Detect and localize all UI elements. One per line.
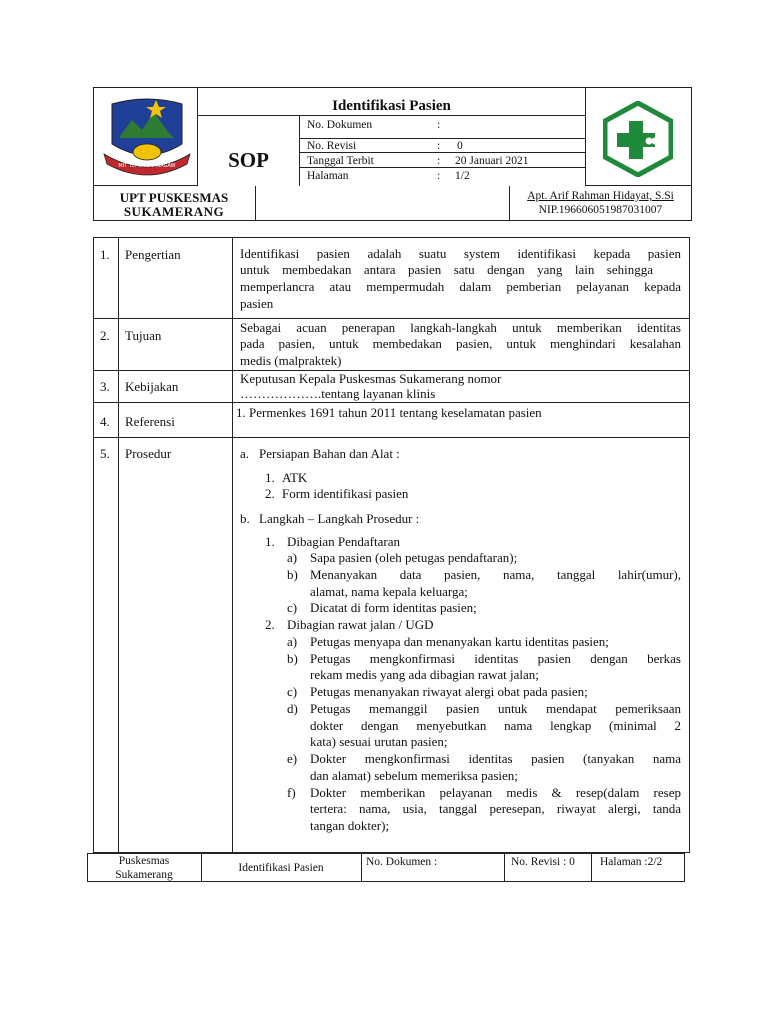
meta-colon-dokumen: : [437, 119, 441, 131]
step-2c-marker: c) [287, 684, 298, 699]
footer-page: Halaman :2/2 [600, 856, 663, 868]
signer-nip: NIP.196606051987031007 [538, 204, 663, 216]
step-2f-line-3: tangan dokter); [310, 818, 390, 833]
footer-divider-2 [361, 853, 362, 882]
footer-divider-4 [591, 853, 592, 882]
row-divider-4 [93, 437, 690, 438]
tujuan-line-1: Sebagai acuan penerapan langkah-langkah untuk memberikan identitas [240, 320, 681, 335]
prosedur-a-item-2: Form identifikasi pasien [282, 486, 409, 501]
step-1b-line-1: Menanyakan data pasien, nama, tanggal lahir(umur), [310, 567, 681, 582]
step-2e-line-2: dan alamat) sebelum memeriksa pasien; [310, 768, 518, 783]
row-divider-1 [93, 318, 690, 319]
col-divider-label [232, 237, 233, 853]
step-2-title: Dibagian rawat jalan / UGD [287, 617, 434, 632]
col-divider-no [118, 237, 119, 853]
tujuan-line-2: pada pasien, untuk membedakan pasien, untuk menghindari kesalahan [240, 336, 681, 351]
meta-colon-revisi: : [437, 140, 441, 152]
meta-colon-halaman: : [437, 170, 441, 182]
footer-doc: No. Dokumen : [366, 856, 438, 868]
step-2d-line-1: Petugas memanggil pasien untuk mendapat pemeriksaan [310, 701, 681, 716]
step-2f-marker: f) [287, 785, 296, 800]
row-no-3: 3. [100, 379, 110, 394]
row-no-5: 5. [100, 446, 110, 461]
row-label-kebijakan: Kebijakan [125, 379, 179, 394]
pengertian-line-3: memperlancra atau mempermudah dalam pemberian pelayanan kepada [240, 279, 681, 294]
step-2d-line-2: dokter dengan menyebutkan nama lengkap (minimal 2 [310, 718, 681, 733]
row-no-4: 4. [100, 414, 110, 429]
step-2b-line-1: Petugas mengkonfirmasi identitas pasien dengan berkas [310, 651, 681, 666]
step-2d-line-3: kata) sesuai urutan pasien; [310, 734, 448, 749]
org-name-line2: SUKAMERANG [123, 204, 225, 219]
prosedur-a-item-2-num: 2. [265, 486, 275, 501]
step-2e-line-1: Dokter mengkonfirmasi identitas pasien (tanyakan nama [310, 751, 681, 766]
referensi-line-1: 1. Permenkes 1691 tahun 2011 tentang keselamatan pasien [236, 405, 542, 420]
sop-cell-divider [299, 115, 300, 186]
meta-label-terbit: Tanggal Terbit [307, 155, 374, 167]
meta-value-terbit: 20 Januari 2021 [455, 155, 529, 167]
step-2a-line-1: Petugas menyapa dan menanyakan kartu identitas pasien; [310, 634, 609, 649]
crest-banner-text: MIT TEPUNGNANAGAW [118, 163, 176, 169]
step-2b-line-2: rekam medis yang ada dibagian rawat jalan; [310, 667, 539, 682]
pengertian-line-2: untuk membedakan antara pasien satu dengan yang lain sehingga [240, 262, 653, 277]
step-1b-marker: b) [287, 567, 298, 582]
step-2-num: 2. [265, 617, 275, 632]
footer-org-line1: Puskesmas [118, 855, 170, 867]
prosedur-a-item-1-num: 1. [265, 470, 275, 485]
step-1c-line-1: Dicatat di form identitas pasien; [310, 600, 477, 615]
prosedur-b-title: Langkah – Langkah Prosedur : [259, 511, 420, 526]
puskesmas-cross-logo [603, 101, 673, 177]
meta-colon-terbit: : [437, 155, 441, 167]
header-title-divider [198, 115, 585, 116]
prosedur-b-marker: b. [240, 511, 250, 526]
puskesmas-crest-logo [102, 94, 192, 176]
footer-org-line2: Sukamerang [115, 869, 173, 881]
row-no-2: 2. [100, 328, 110, 343]
prosedur-a-title: Persiapan Bahan dan Alat : [259, 446, 400, 461]
kebijakan-line-1: Keputusan Kepala Puskesmas Sukamerang nomor [240, 371, 502, 386]
step-2f-line-2: tertera: nama, usia, tanggal peresepan, riwayat alergi, tanda [310, 801, 681, 816]
row-no-1: 1. [100, 247, 110, 262]
pengertian-line-4: pasien [240, 296, 274, 311]
meta-label-halaman: Halaman [307, 170, 349, 182]
org-name-line1: UPT PUSKESMAS [119, 190, 229, 205]
step-1a-line-1: Sapa pasien (oleh petugas pendaftaran); [310, 550, 518, 565]
meta-label-dokumen: No. Dokumen [307, 119, 373, 131]
prosedur-a-item-1: ATK [282, 470, 308, 485]
row-label-prosedur: Prosedur [125, 446, 172, 461]
prosedur-a-marker: a. [240, 446, 250, 461]
step-2f-line-1: Dokter memberikan pelayanan medis & resep(dalam resep [310, 785, 681, 800]
step-2a-marker: a) [287, 634, 298, 649]
kebijakan-line-2: ……………….tentang layanan klinis [240, 386, 436, 401]
row-label-tujuan: Tujuan [125, 328, 162, 343]
step-2c-line-1: Petugas menanyakan riwayat alergi obat pada pasien; [310, 684, 588, 699]
meta-label-revisi: No. Revisi [307, 140, 357, 152]
sop-label: SOP [228, 148, 269, 172]
pengertian-line-1: Identifikasi pasien adalah suatu system identifikasi kepada pasien [240, 246, 681, 261]
footer-divider-3 [504, 853, 505, 882]
step-1b-line-2: alamat, nama kepala keluarga; [310, 584, 468, 599]
step-2e-marker: e) [287, 751, 298, 766]
signer-name: Apt. Arif Rahman Hidayat, S.Si [527, 190, 674, 202]
step-1a-marker: a) [287, 550, 298, 565]
meta-value-halaman: 1/2 [455, 170, 470, 182]
document-title: Identifikasi Pasien [332, 98, 451, 114]
meta-value-revisi: 0 [457, 140, 463, 152]
org-cell-divider [255, 186, 256, 221]
step-2b-marker: b) [287, 651, 298, 666]
step-1-title: Dibagian Pendaftaran [287, 534, 400, 549]
row-label-referensi: Referensi [125, 414, 175, 429]
row-label-pengertian: Pengertian [125, 247, 181, 262]
footer-rev: No. Revisi : 0 [511, 856, 575, 868]
step-2d-marker: d) [287, 701, 298, 716]
step-1c-marker: c) [287, 600, 298, 615]
step-1-num: 1. [265, 534, 275, 549]
tujuan-line-3: medis (malpraktek) [240, 353, 342, 368]
footer-title: Identifikasi Pasien [238, 862, 324, 874]
